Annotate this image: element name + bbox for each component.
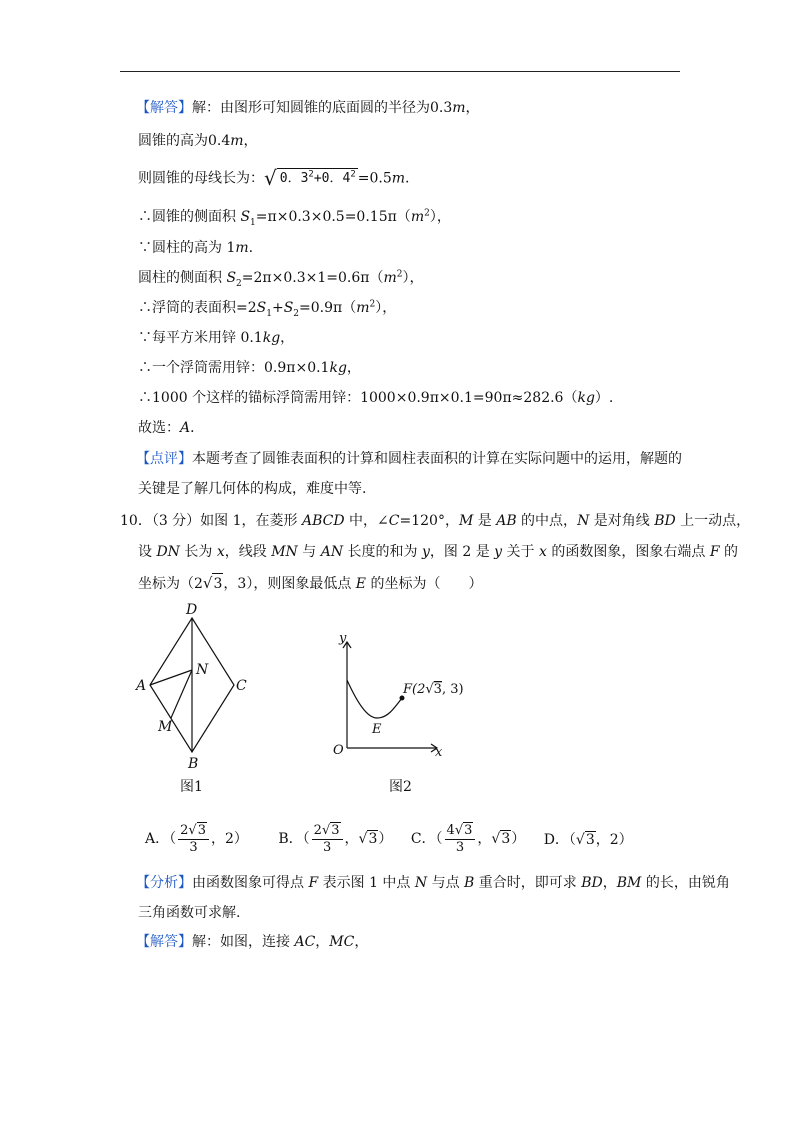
label-c: C (236, 678, 247, 694)
header-rule (120, 71, 680, 72)
answer-line-4: ∴圆锥的侧面积 $S_1=\pi\times 0.3\times 0.5=0.15\pi(m^2)$， (138, 208, 451, 228)
answer-options (145, 822, 633, 856)
analysis-line-2: 三角函数可求解. (138, 905, 241, 921)
label-d: D (186, 602, 198, 618)
slant-height-root: √ 0．$3^2+0$．$4^2$ (264, 166, 356, 190)
answer-line-6: 圆柱的侧面积 $S_2=2\pi\times 0.3\times 1=0.6\pi(m^2)$， (138, 269, 424, 289)
answer-line-5: ∵圆柱的高为 1m. (138, 240, 254, 256)
answer-line-10: ∴1000 个这样的锚标浮筒需用锌：1000×0.9π×0.1=90π≈282.6（kg）. (138, 390, 614, 406)
figure-1-caption: 图1 (180, 779, 203, 795)
answer2-tag: 【解答】 (136, 934, 192, 950)
label-a: A (136, 678, 147, 694)
label-e: E (372, 722, 382, 737)
answer-line-1: 【解答】解：由图形可知圆锥的底面圆的半径为0.3m， (136, 100, 480, 116)
origin-label: O (333, 743, 344, 758)
label-n: N (196, 662, 209, 678)
answer-line-3: 则圆锥的母线长为：√ 0．$3^2+0$．$4^2 =0.5m$. (138, 166, 410, 190)
axis-label-y: y (339, 631, 347, 646)
answer-line-8: ∵每平方米用锌 0.1kg， (138, 330, 295, 346)
question-10-line-2: 设 DN 长为 x，线段 MN 与 AN 长度的和为 y，图 2 是 y 关于 x 的函数图象，图象右端点 F 的 (138, 544, 738, 560)
label-f: F(2√3, 3) (403, 682, 464, 697)
answer2-line-1: 【解答】解：如图，连接 AC，MC， (136, 934, 369, 950)
function-curve (347, 680, 402, 718)
axis-label-x: x (435, 745, 443, 760)
figure-2-graph (325, 630, 475, 765)
question-10-line-3: 坐标为（2√3，3），则图象最低点 E 的坐标为（ ） (138, 574, 483, 592)
review-line-2: 关键是了解几何体的构成，难度中等. (138, 481, 367, 497)
answer-line-9: ∴一个浮筒需用锌：0.9π×0.1kg， (138, 360, 361, 376)
segment-an (150, 670, 192, 685)
question-10-line-1: 10．（3 分）如图 1，在菱形 ABCD 中，∠C=120°，M 是 AB 的中点，N 是对角线 BD 上一动点， (120, 513, 751, 529)
option-b[interactable]: B．（ $\frac{2√3}{3}$ ，√3） (278, 823, 393, 855)
analysis-tag: 【分析】 (136, 875, 192, 891)
answer-tag: 【解答】 (136, 100, 192, 116)
answer-line-11: 故选：A． (138, 420, 205, 436)
analysis-line-1: 【分析】由函数图象可得点 F 表示图 1 中点 N 与点 B 重合时，即可求 BD，BM 的长，由锐角 (136, 875, 730, 891)
option-a[interactable]: A．（ $\frac{2√3}{3}$ ，2） (145, 823, 248, 855)
figure-1-rhombus (130, 600, 260, 775)
label-b: B (188, 756, 199, 772)
label-m: M (158, 719, 173, 735)
figure-2-caption: 图2 (389, 779, 412, 795)
option-d[interactable]: D．（√3，2） (543, 832, 633, 848)
segment-mn (171, 670, 192, 718)
answer-line-2: 圆锥的高为0.4m， (138, 133, 258, 149)
review-tag: 【点评】 (136, 451, 192, 467)
option-c[interactable]: C．（ $\frac{4√3}{3}$ ，√3） (410, 823, 526, 855)
review-line-1: 【点评】本题考查了圆锥表面积的计算和圆柱表面积的计算在实际问题中的运用，解题的 (136, 451, 682, 467)
answer-line-7: ∴浮筒的表面积$=2S_1+S_2=0.9\pi(m^2)$， (138, 299, 397, 319)
